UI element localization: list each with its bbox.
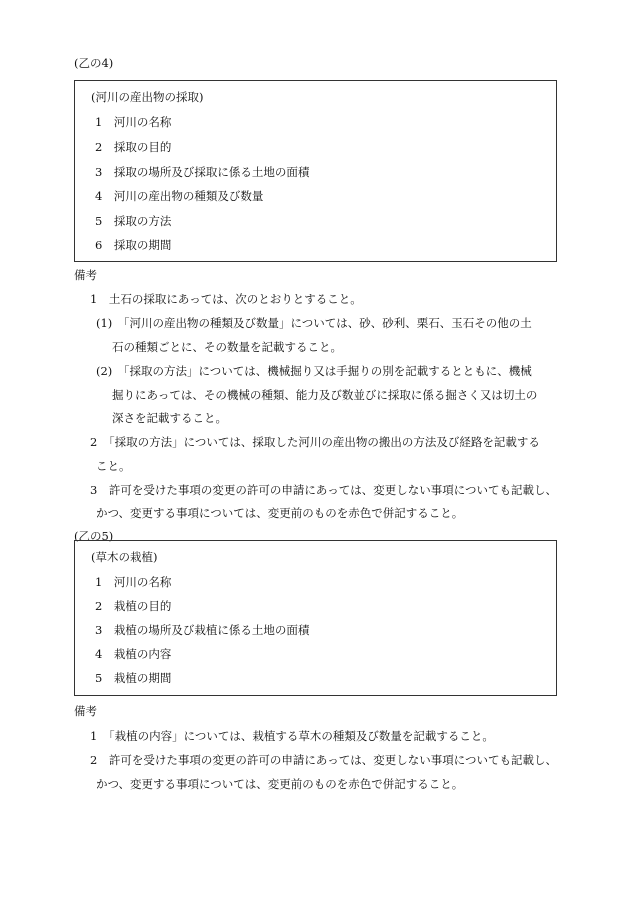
form-item: 5 採取の方法 (95, 214, 172, 228)
section-label-otsu-5: (乙の5) (74, 529, 114, 543)
remark-line: (2) 「採取の方法」については、機械掘り又は手掘りの別を記載するとともに、機械 (96, 364, 532, 378)
remark-line: こと。 (96, 459, 131, 473)
remarks-heading: 備考 (74, 704, 97, 718)
remark-line: 3 許可を受けた事項の変更の許可の申請にあっては、変更しない事項についても記載し、 (90, 483, 557, 497)
form-item: 3 採取の場所及び採取に係る土地の面積 (95, 165, 310, 179)
box-title: (河川の産出物の採取) (91, 90, 204, 104)
remark-line: かつ、変更する事項については、変更前のものを赤色で併記すること。 (96, 506, 464, 520)
form-item: 4 河川の産出物の種類及び数量 (95, 189, 264, 203)
remark-line: 1 「栽植の内容」については、栽植する草木の種類及び数量を記載すること。 (90, 729, 494, 743)
remark-line: 深さを記載すること。 (112, 411, 227, 425)
form-items-box-otsu-5 (74, 540, 557, 696)
form-item: 4 栽植の内容 (95, 647, 172, 661)
section-label-otsu-4: (乙の4) (74, 56, 114, 70)
form-item: 2 栽植の目的 (95, 599, 172, 613)
form-item: 6 採取の期間 (95, 238, 172, 252)
remark-line: 2 許可を受けた事項の変更の許可の申請にあっては、変更しない事項についても記載し、 (90, 753, 557, 767)
remark-line: かつ、変更する事項については、変更前のものを赤色で併記すること。 (96, 777, 464, 791)
remark-line: 2 「採取の方法」については、採取した河川の産出物の搬出の方法及び経路を記載する (90, 435, 540, 449)
form-item: 5 栽植の期間 (95, 671, 172, 685)
form-item: 3 栽植の場所及び栽植に係る土地の面積 (95, 623, 310, 637)
form-item: 2 採取の目的 (95, 140, 172, 154)
form-items-box-otsu-4 (74, 80, 557, 262)
form-item: 1 河川の名称 (95, 115, 172, 129)
form-item: 1 河川の名称 (95, 575, 172, 589)
remarks-heading: 備考 (74, 268, 97, 282)
remark-line: 石の種類ごとに、その数量を記載すること。 (112, 340, 342, 354)
remark-line: (1) 「河川の産出物の種類及び数量」については、砂、砂利、栗石、玉石その他の土 (96, 316, 532, 330)
remark-line: 掘りにあっては、その機械の種類、能力及び数並びに採取に係る掘さく又は切土の (112, 388, 538, 402)
remark-line: 1 土石の採取にあっては、次のとおりとすること。 (90, 292, 362, 306)
box-title: (草木の栽植) (91, 550, 158, 564)
